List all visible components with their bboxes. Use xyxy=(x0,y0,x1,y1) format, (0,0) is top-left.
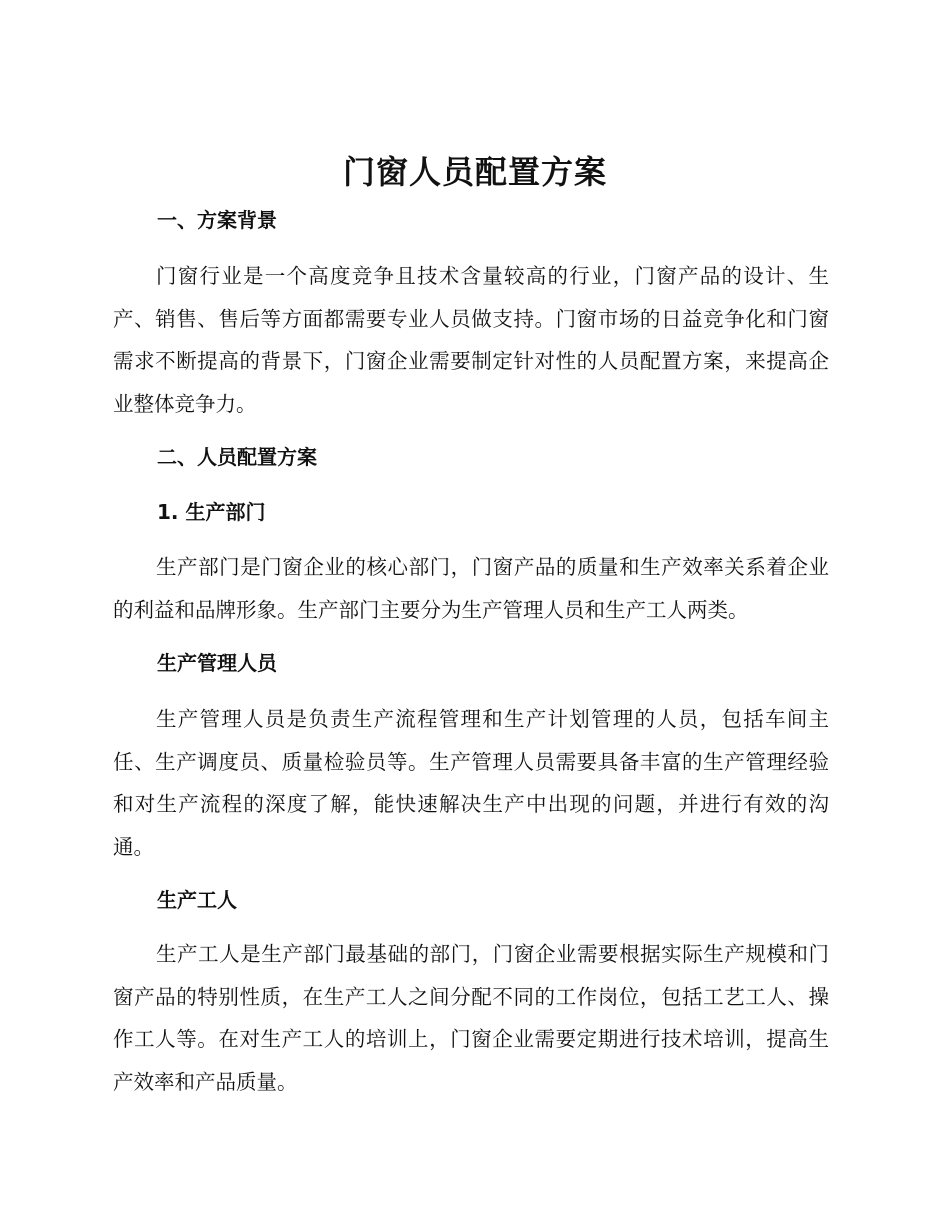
paragraph-production-workers: 生产工人是生产部门最基础的部门，门窗企业需要根据实际生产规模和门窗产品的特别性质，在生产工人之间分配不同的工作岗位，包括工艺工人、操作工人等。在对生产工人的培训上，门窗企业需要定期进行技术培训，提高生产效率和产品质量。 xyxy=(113,942,829,1094)
paragraph-production-department: 生产部门是门窗企业的核心部门，门窗产品的质量和生产效率关系着企业的利益和品牌形象。生产部门主要分为生产管理人员和生产工人两类。 xyxy=(113,555,829,622)
paragraph-production-managers: 生产管理人员是负责生产流程管理和生产计划管理的人员，包括车间主任、生产调度员、质量检验员等。生产管理人员需要具备丰富的生产管理经验和对生产流程的深度了解，能快速解决生产中出现的问题，并进行有效的沟通。 xyxy=(113,707,829,859)
subheading-production-workers: 生产工人 xyxy=(157,888,237,912)
document-title: 门窗人员配置方案 xyxy=(342,153,607,191)
subheading-production-department: 1. 生产部门 xyxy=(157,500,266,524)
section-heading-staffing-plan: 二、人员配置方案 xyxy=(157,445,317,469)
paragraph-background: 门窗行业是一个高度竞争且技术含量较高的行业，门窗产品的设计、生产、销售、售后等方面都需要专业人员做支持。门窗市场的日益竞争化和门窗需求不断提高的背景下，门窗企业需要制定针对性的人员配置方案，来提高企业整体竞争力。 xyxy=(113,264,829,416)
subheading-production-managers: 生产管理人员 xyxy=(157,651,277,675)
section-heading-background: 一、方案背景 xyxy=(157,208,277,232)
